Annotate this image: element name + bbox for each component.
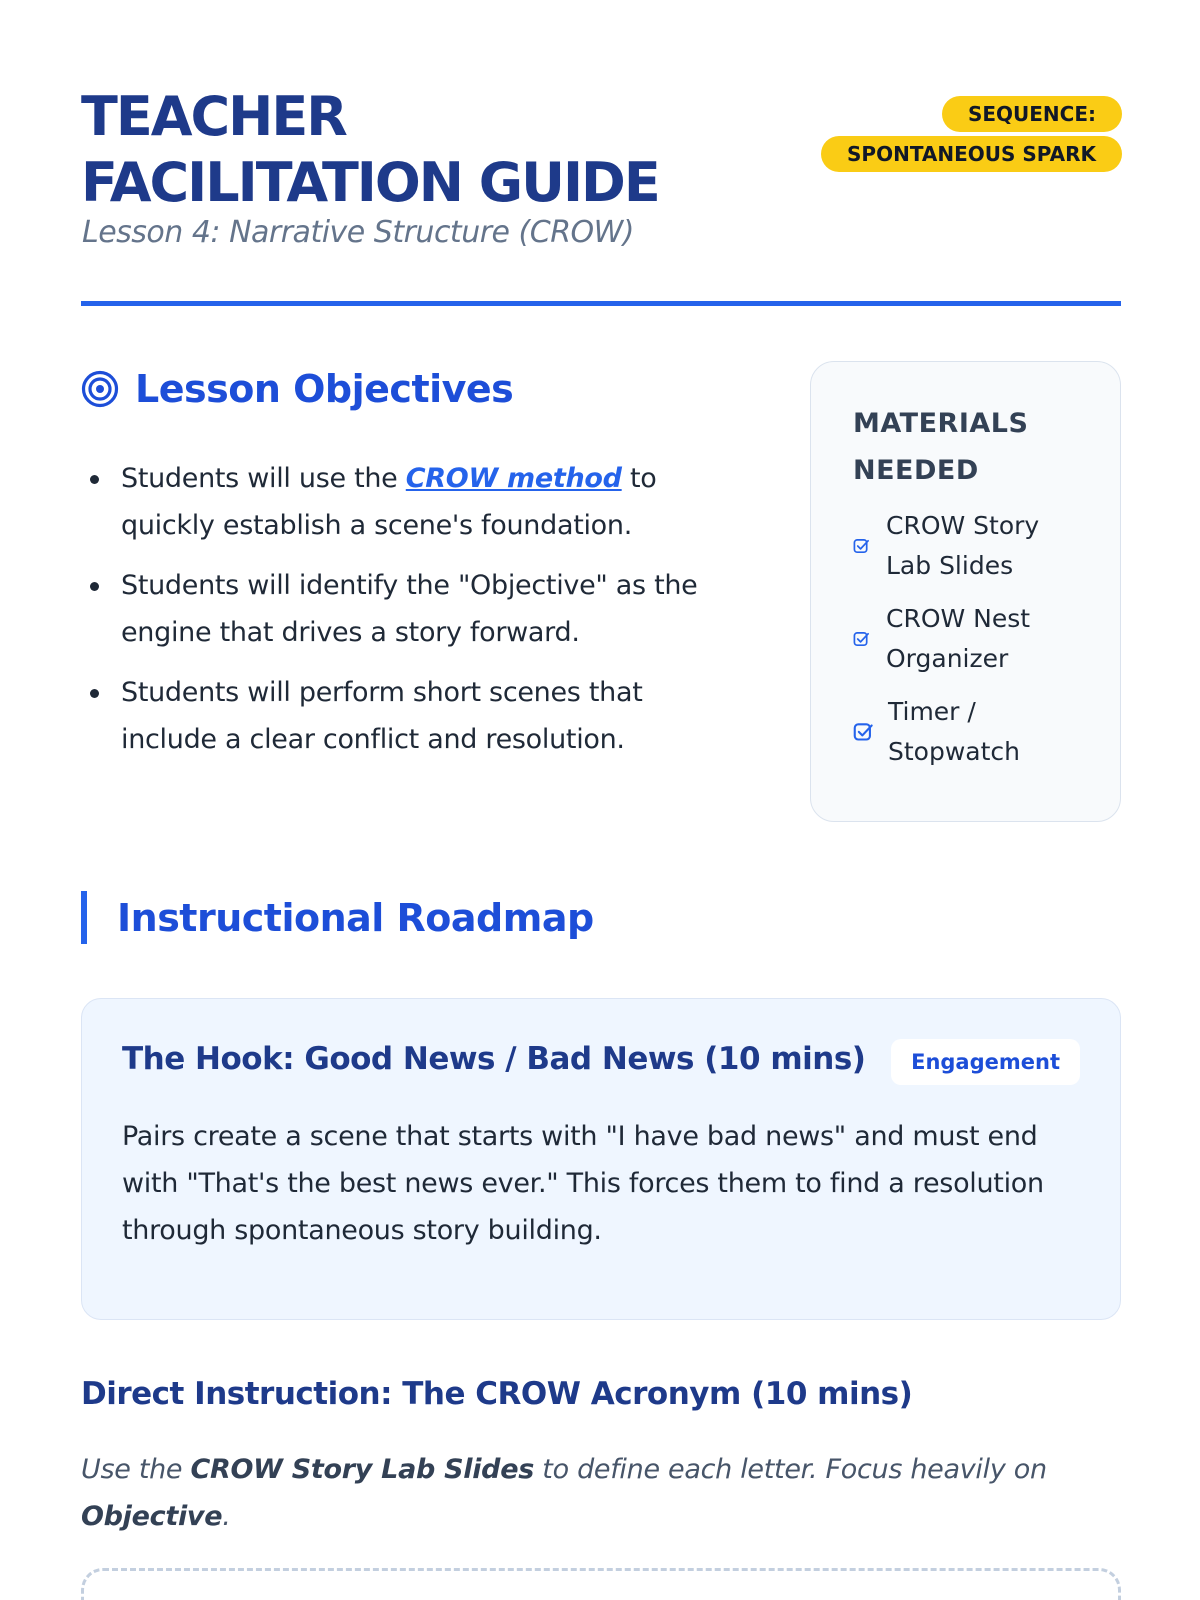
sequence-badge <box>752 94 1122 180</box>
roadmap-heading <box>81 891 594 944</box>
objective-text-post: to quickly establish a scene's foundation. <box>121 463 657 541</box>
lesson-subtitle: Lesson 4: Narrative Structure (CROW) <box>82 215 635 250</box>
hook-description: Pairs create a scene that starts with "I have bad news" and must end with "That's the best news ever." This forces them to find a resolution through spontaneous story building. <box>122 1121 1044 1246</box>
checkbox-icon <box>853 631 870 648</box>
crow-method-link[interactable]: CROW method <box>405 463 622 494</box>
page-title-line2: FACILITATION GUIDE <box>81 151 659 214</box>
direct-instruction-title: Direct Instruction: The CROW Acronym (10 mins) <box>81 1376 913 1412</box>
objective-text-pre: Students will use the <box>121 463 406 494</box>
material-item <box>853 692 1080 772</box>
dashed-activity-box <box>81 1568 1121 1600</box>
material-item <box>853 599 1080 679</box>
direct-instruction-description <box>81 1446 1081 1540</box>
hook-card <box>81 998 1121 1320</box>
material-label: CROW Nest Organizer <box>886 604 1031 673</box>
objectives-list <box>88 455 728 776</box>
di-objective-emphasis: Objective <box>81 1501 223 1532</box>
di-text-pre: Use the <box>81 1454 191 1485</box>
material-item <box>853 506 1080 586</box>
objectives-heading <box>81 365 513 413</box>
material-label: Timer / Stopwatch <box>888 697 1020 766</box>
di-slides-reference: CROW Story Lab Slides <box>190 1454 534 1485</box>
roadmap-title: Instructional Roadmap <box>117 895 594 940</box>
materials-title: MATERIALS NEEDED <box>853 408 1029 486</box>
sequence-badge-text <box>821 96 1122 172</box>
hook-title: The Hook: Good News / Bad News (10 mins) <box>122 1041 866 1077</box>
objective-item: Students will identify the "Objective" as the engine that drives a story forward. <box>88 562 728 656</box>
checkbox-icon <box>853 722 874 743</box>
engagement-tag: Engagement <box>891 1039 1080 1085</box>
objective-item <box>88 455 728 549</box>
objective-item: Students will perform short scenes that include a clear conflict and resolution. <box>88 669 728 763</box>
di-text-post: . <box>222 1501 231 1532</box>
header-divider <box>81 301 1121 306</box>
materials-card <box>810 361 1121 822</box>
target-icon <box>81 370 119 408</box>
page-title-line1: TEACHER <box>81 85 346 148</box>
page-title <box>81 84 801 216</box>
checkbox-icon <box>853 538 870 555</box>
material-label: CROW Story Lab Slides <box>886 511 1040 580</box>
di-text-mid: to define each letter. Focus heavily on <box>534 1454 1047 1485</box>
sequence-badge-line1: SEQUENCE: <box>967 102 1096 126</box>
objectives-title: Lesson Objectives <box>135 367 514 411</box>
sequence-badge-line2: SPONTANEOUS SPARK <box>847 142 1096 166</box>
